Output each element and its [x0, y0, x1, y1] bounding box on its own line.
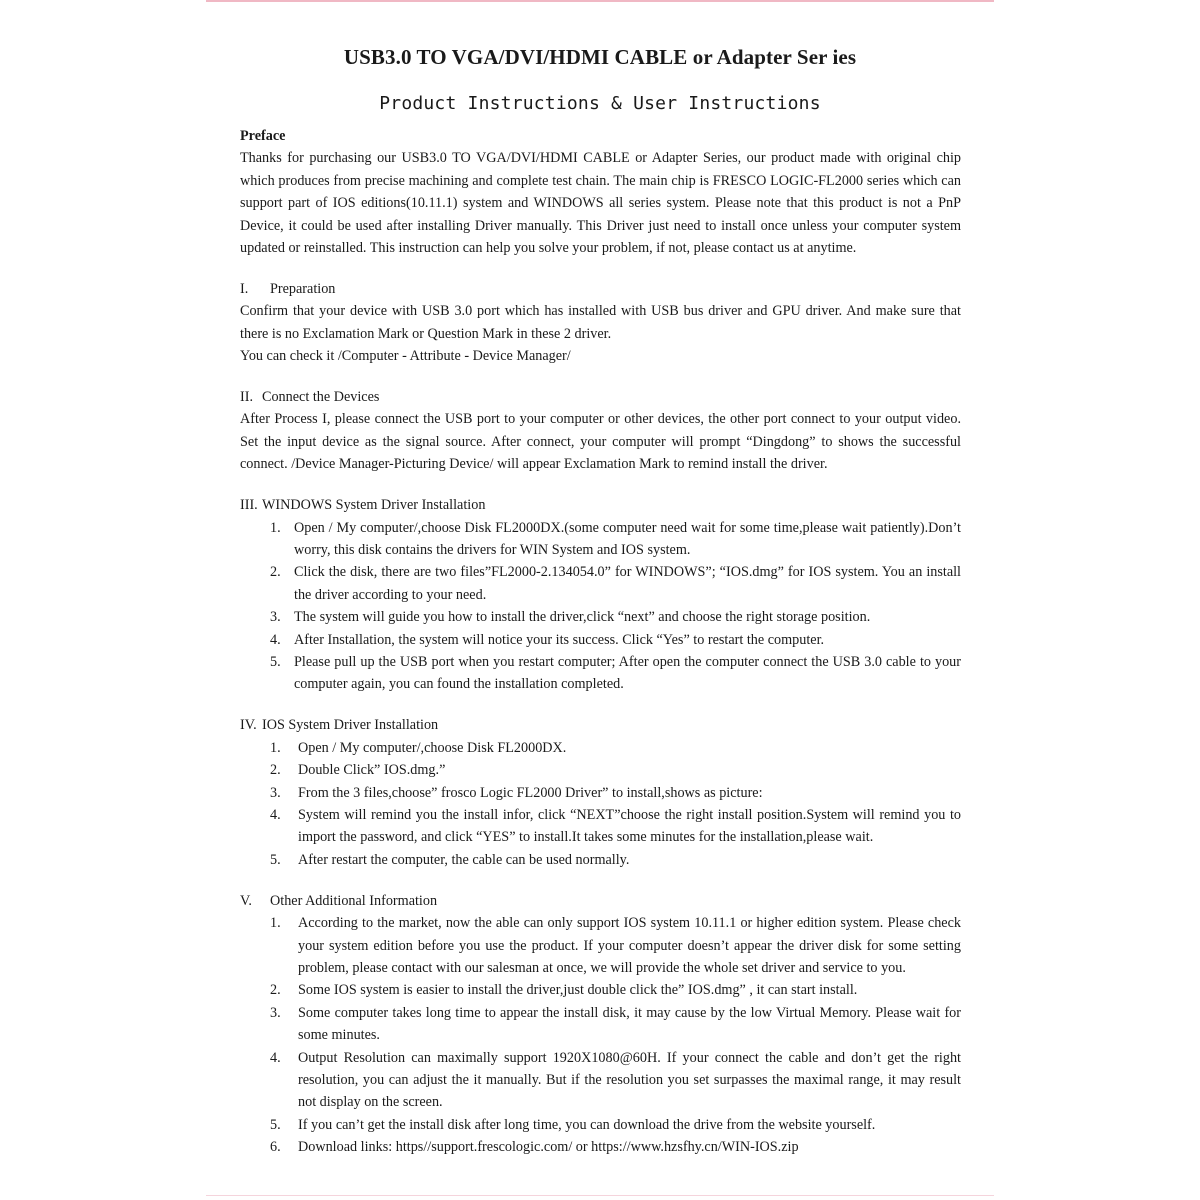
- item-number: 4.: [270, 1049, 281, 1066]
- section-title: Connect the Devices: [262, 389, 380, 406]
- item-text: From the 3 files,choose” frosco Logic FL2000 Driver” to install,shows as picture:: [298, 784, 763, 801]
- section-windows-driver: [240, 494, 961, 696]
- section-title: Preparation: [270, 280, 336, 297]
- item-text: Double Click” IOS.dmg.”: [298, 762, 446, 779]
- list-item: [240, 517, 961, 562]
- item-number: 5.: [270, 654, 281, 671]
- item-number: 5.: [270, 1116, 281, 1133]
- list-item: [240, 979, 961, 1001]
- item-number: 2.: [270, 982, 281, 999]
- section-title: IOS System Driver Installation: [262, 717, 439, 734]
- item-number: 2.: [270, 564, 281, 581]
- section-number: I.: [240, 280, 249, 297]
- section-ios-driver: [240, 714, 961, 871]
- list-item: [240, 759, 961, 781]
- item-text: If you can’t get the install disk after long time, you can download the drive from the website yourself.: [298, 1116, 876, 1133]
- section-heading: [240, 278, 961, 300]
- paragraph: After Process I, please connect the USB port to your computer or other devices, the other port connect to your output video. Set the input device as the signal source. After connect, your computer will prompt “Dingdong” to shows the successful connect. /Device Manager-Picturing Device/ will appear Exclamation Mark to remind install the driver.: [240, 411, 961, 473]
- list-item: [240, 912, 961, 979]
- item-number: 1.: [270, 915, 281, 932]
- item-text: Output Resolution can maximally support 1920X1080@60H. If your connect the cable and don’t get the right resolution, you can adjust the it manually. But if the resolution you set surpasses the maximal range, it may result not display on the screen.: [298, 1049, 961, 1111]
- section-title: WINDOWS System Driver Installation: [262, 497, 486, 514]
- item-text: After restart the computer, the cable can be used normally.: [298, 851, 630, 868]
- item-number: 3.: [270, 1004, 281, 1021]
- bottom-divider: [206, 1195, 994, 1196]
- item-number: 4.: [270, 631, 281, 648]
- paragraph: You can check it /Computer - Attribute - Device Manager/: [240, 348, 571, 365]
- item-number: 3.: [270, 784, 281, 801]
- item-text: Download links: https//support.frescologic.com/ or https://www.hzsfhy.cn/WIN-IOS.zip: [298, 1139, 799, 1156]
- item-text: Open / My computer/,choose Disk FL2000DX.(some computer need wait for some time,please wait patiently).Don’t worry, this disk contains the drivers for WIN System and IOS system.: [294, 519, 961, 558]
- top-divider: [206, 0, 994, 2]
- section-number: III.: [240, 497, 258, 514]
- item-number: 1.: [270, 739, 281, 756]
- item-number: 2.: [270, 762, 281, 779]
- list-item: [240, 1047, 961, 1114]
- list-item: [240, 782, 961, 804]
- list-item: [240, 1114, 961, 1136]
- section-preparation: [240, 278, 961, 368]
- section-heading: [240, 714, 961, 736]
- list-item: [240, 606, 961, 628]
- document-body: [240, 125, 961, 1159]
- section-title: Other Additional Information: [270, 892, 438, 909]
- list-item: [240, 561, 961, 606]
- additional-info-list: [240, 912, 961, 1158]
- section-additional-info: [240, 890, 961, 1159]
- section-number: II.: [240, 389, 253, 406]
- section-number: IV.: [240, 717, 257, 734]
- item-number: 6.: [270, 1139, 281, 1156]
- item-text: System will remind you the install infor, click “NEXT”choose the right install position.System will remind you to import the password, and click “YES” to install.It takes some minutes for the installation,please wait.: [298, 806, 961, 846]
- list-item: [240, 849, 961, 871]
- section-connect-devices: [240, 386, 961, 476]
- item-number: 1.: [270, 519, 281, 536]
- section-number: V.: [240, 892, 252, 909]
- item-text: According to the market, now the able can only support IOS system 10.11.1 or higher edition system. Please check your system edition before you use the product. If your computer doesn’t appear the driver disk for some setting problem, please contact with our salesman at once, we will provide the whole set driver and service to you.: [298, 915, 961, 976]
- section-heading: [240, 386, 961, 408]
- list-item: [240, 737, 961, 759]
- preface-text: Thanks for purchasing our USB3.0 TO VGA/DVI/HDMI CABLE or Adapter Series, our product made with original chip which produces from precise machining and complete test chain. The main chip is FRESCO LOGIC-FL2000 series which can support part of IOS editions(10.11.1) system and WINDOWS all series system. Please note that this product is not a PnP Device, it could be used after installing Driver manually. This Driver just need to install once unless your computer system updated or reinstalled. This instruction can help you solve your problem, if not, please contact us at anytime.: [240, 150, 961, 257]
- list-item: [240, 1136, 961, 1158]
- item-text: The system will guide you how to install the driver,click “next” and choose the right storage position.: [294, 609, 871, 626]
- document-subtitle: Product Instructions & User Instructions: [379, 93, 821, 114]
- item-number: 4.: [270, 806, 281, 823]
- preface-heading: Preface: [240, 128, 286, 144]
- section-heading: [240, 494, 961, 516]
- list-item: [240, 1002, 961, 1047]
- item-text: Click the disk, there are two files”FL2000-2.134054.0” for WINDOWS”; “IOS.dmg” for IOS system. You an install the driver according to your need.: [294, 564, 961, 603]
- item-text: Some computer takes long time to appear the install disk, it may cause by the low Virtual Memory. Please wait for some minutes.: [298, 1004, 961, 1044]
- list-item: [240, 804, 961, 849]
- item-text: Open / My computer/,choose Disk FL2000DX.: [298, 739, 567, 756]
- ios-steps-list: [240, 737, 961, 871]
- windows-steps-list: [240, 517, 961, 696]
- section-heading: [240, 890, 961, 912]
- list-item: [240, 651, 961, 696]
- item-text: Some IOS system is easier to install the driver,just double click the” IOS.dmg” , it can start install.: [298, 982, 858, 999]
- item-number: 3.: [270, 609, 281, 626]
- paragraph: Confirm that your device with USB 3.0 port which has installed with USB bus driver and GPU driver. And make sure that there is no Exclamation Mark or Question Mark in these 2 driver.: [240, 303, 961, 342]
- list-item: [240, 629, 961, 651]
- item-text: After Installation, the system will notice your its success. Click “Yes” to restart the computer.: [294, 631, 825, 648]
- document-title: USB3.0 TO VGA/DVI/HDMI CABLE or Adapter Ser ies: [343, 45, 857, 69]
- item-text: Please pull up the USB port when you restart computer; After open the computer connect the USB 3.0 cable to your computer again, you can found the installation completed.: [294, 654, 961, 693]
- item-number: 5.: [270, 851, 281, 868]
